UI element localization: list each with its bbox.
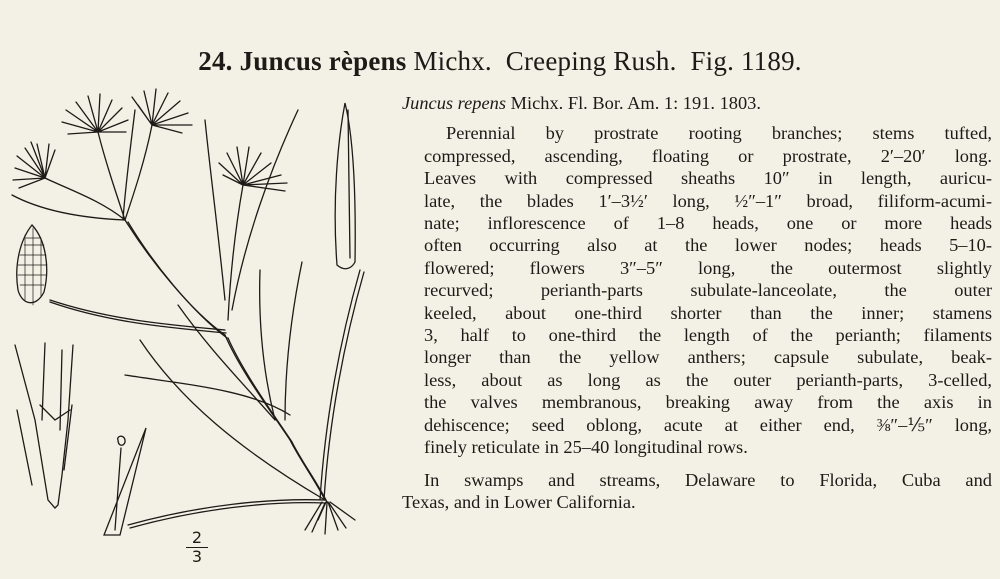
description-line: compressed, ascending, floating or prostrate, 2′–20′ long. — [424, 145, 992, 166]
description-line: Leaves with compressed sheaths 10″ in length, auricu- — [424, 168, 992, 189]
description-line: late, the blades 1′–3½′ long, ½″–1″ broad, filiform-acumi- — [424, 190, 992, 211]
species-author: Michx. — [413, 46, 492, 76]
species-common-name: Creeping Rush. — [505, 46, 677, 76]
species-scientific-name: Juncus rèpens — [239, 46, 407, 76]
description-line: longer than the yellow anthers; capsule subulate, beak- — [424, 347, 992, 368]
description-line: 3, half to one-third the length of the perianth; filaments — [424, 325, 992, 346]
juncus-plant-drawing-icon — [0, 80, 390, 560]
scale-numerator: 2 — [191, 528, 203, 547]
species-heading — [0, 46, 1000, 77]
description-line: less, about as long as the outer perianth-parts, 3-celled, — [424, 369, 992, 390]
habitat-line: Texas, and in Lower California. — [402, 491, 636, 512]
species-text — [402, 92, 992, 513]
botanical-illustration — [0, 80, 390, 566]
description-line: nate; inflorescence of 1–8 heads, one or more heads — [424, 213, 992, 234]
description-line: keeled, about one-third shorter than the inner; stamens — [424, 302, 992, 323]
scale-fraction — [186, 530, 208, 565]
flower-heads — [13, 89, 287, 191]
description-line: Perennial by prostrate rooting branches; stems tufted, — [446, 123, 992, 144]
description-line: dehiscence; seed oblong, acute at either end, ⅜″–⅕″ long, — [424, 414, 992, 435]
citation-reference: Michx. Fl. Bor. Am. 1: 191. 1803. — [510, 93, 761, 113]
habitat-paragraph — [402, 469, 992, 514]
description-line: finely reticulate in 25–40 longitudinal rows. — [424, 437, 748, 458]
description-line: recurved; perianth-parts subulate-lanceolate, the outer — [424, 280, 992, 301]
scale-denominator: 3 — [191, 547, 203, 566]
figure-number: Fig. 1189. — [690, 46, 802, 76]
description-line: often occurring also at the lower nodes; heads 5–10- — [424, 235, 992, 256]
description-line: flowered; flowers 3″–5″ long, the outermost slightly — [424, 257, 992, 278]
habitat-line: In swamps and streams, Delaware to Florida, Cuba and — [424, 469, 992, 490]
citation — [402, 92, 992, 114]
species-number: 24. — [198, 46, 233, 76]
description-line: the valves membranous, breaking away from the axis in — [424, 392, 992, 413]
description-paragraph — [402, 122, 992, 458]
citation-scientific-name: Juncus repens — [402, 93, 507, 113]
